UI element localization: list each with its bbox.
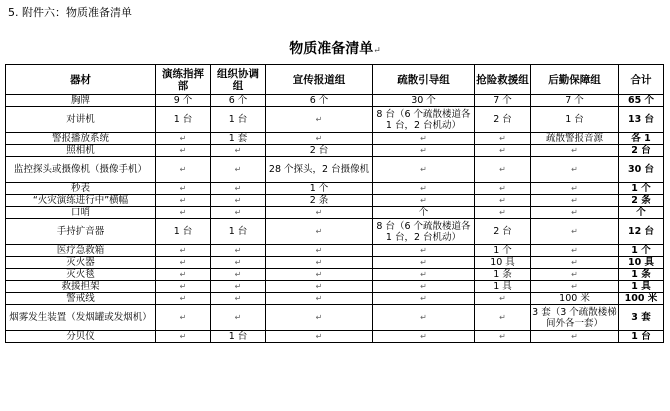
- table-cell: [475, 293, 531, 305]
- table-cell: [475, 133, 531, 145]
- table-cell: 13 台: [619, 107, 664, 133]
- table-cell: [266, 257, 373, 269]
- column-header: 疏散引导组: [373, 65, 475, 95]
- table-cell: [211, 281, 266, 293]
- table-cell: [531, 269, 619, 281]
- table-cell: [156, 281, 211, 293]
- table-cell: 灭火器: [6, 257, 156, 269]
- table-cell: 2 条: [266, 195, 373, 207]
- table-cell: [373, 269, 475, 281]
- table-cell: [266, 269, 373, 281]
- column-header: 后勤保障组: [531, 65, 619, 95]
- table-cell: 1 台: [211, 219, 266, 245]
- table-cell: [156, 257, 211, 269]
- table-row: [6, 257, 664, 269]
- table-cell: [211, 305, 266, 331]
- table-cell: [156, 269, 211, 281]
- table-row: [6, 293, 664, 305]
- table-cell: [475, 331, 531, 343]
- column-header: 宣传报道组: [266, 65, 373, 95]
- table-cell: [373, 133, 475, 145]
- table-cell: 1 条: [619, 269, 664, 281]
- table-cell: 对讲机: [6, 107, 156, 133]
- table-cell: 2 台: [475, 107, 531, 133]
- table-cell: [475, 183, 531, 195]
- table-cell: [211, 157, 266, 183]
- table-cell: [156, 145, 211, 157]
- column-header: 器材: [6, 65, 156, 95]
- table-cell: 警戒线: [6, 293, 156, 305]
- table-cell: [475, 157, 531, 183]
- table-cell: 1 台: [211, 107, 266, 133]
- table-cell: [475, 145, 531, 157]
- table-row: [6, 269, 664, 281]
- table-cell: [211, 257, 266, 269]
- table-cell: 烟雾发生装置（发烟罐或发烟机）: [6, 305, 156, 331]
- table-cell: 个: [373, 207, 475, 219]
- table-cell: [373, 331, 475, 343]
- table-cell: 1 台: [531, 107, 619, 133]
- table-cell: 2 台: [475, 219, 531, 245]
- table-cell: 6 个: [211, 95, 266, 107]
- table-cell: [156, 195, 211, 207]
- table-cell: [531, 183, 619, 195]
- table-cell: [531, 257, 619, 269]
- table-cell: 照相机: [6, 145, 156, 157]
- table-cell: 分贝仪: [6, 331, 156, 343]
- table-row: [6, 183, 664, 195]
- table-cell: [531, 219, 619, 245]
- table-cell: 1 台: [211, 331, 266, 343]
- table-cell: 3 套: [619, 305, 664, 331]
- table-cell: [373, 305, 475, 331]
- table-cell: [211, 269, 266, 281]
- table-cell: 1 个: [619, 183, 664, 195]
- table-cell: 医疗急救箱: [6, 245, 156, 257]
- title-text: 物质准备清单: [289, 41, 374, 57]
- table-cell: [211, 195, 266, 207]
- table-cell: 7 个: [531, 95, 619, 107]
- column-header: 抢险救援组: [475, 65, 531, 95]
- table-cell: 9 个: [156, 95, 211, 107]
- table-cell: [373, 195, 475, 207]
- materials-table: [5, 64, 664, 343]
- table-header-row: [6, 65, 664, 95]
- table-cell: 1 套: [211, 133, 266, 145]
- table-cell: [266, 293, 373, 305]
- table-cell: [373, 245, 475, 257]
- table-cell: [475, 207, 531, 219]
- table-cell: 6 个: [266, 95, 373, 107]
- table-cell: [531, 245, 619, 257]
- table-cell: 手持扩音器: [6, 219, 156, 245]
- table-cell: [266, 281, 373, 293]
- table-cell: [531, 195, 619, 207]
- table-cell: 各 1: [619, 133, 664, 145]
- table-cell: 12 台: [619, 219, 664, 245]
- table-cell: [266, 245, 373, 257]
- table-cell: 8 台（6 个疏散楼道各 1 台，2 台机动）: [373, 219, 475, 245]
- table-cell: [373, 183, 475, 195]
- column-header: 组织协调组: [211, 65, 266, 95]
- table-cell: 胸牌: [6, 95, 156, 107]
- table-cell: [156, 245, 211, 257]
- table-cell: 30 个: [373, 95, 475, 107]
- table-cell: 2 条: [619, 195, 664, 207]
- table-cell: 1 个: [619, 245, 664, 257]
- table-cell: 1 台: [156, 107, 211, 133]
- table-cell: 65 个: [619, 95, 664, 107]
- table-cell: 口哨: [6, 207, 156, 219]
- table-cell: [211, 183, 266, 195]
- table-cell: [266, 107, 373, 133]
- table-cell: [266, 331, 373, 343]
- table-cell: 1 个: [475, 245, 531, 257]
- table-cell: 1 台: [156, 219, 211, 245]
- table-cell: 1 个: [266, 183, 373, 195]
- table-row: [6, 107, 664, 133]
- table-cell: [475, 195, 531, 207]
- table-cell: 100 米: [619, 293, 664, 305]
- table-cell: [531, 157, 619, 183]
- table-row: [6, 207, 664, 219]
- table-cell: [531, 207, 619, 219]
- table-row: [6, 145, 664, 157]
- table-cell: 灭火毯: [6, 269, 156, 281]
- table-cell: 1 条: [475, 269, 531, 281]
- table-cell: [373, 293, 475, 305]
- table-cell: 1 具: [475, 281, 531, 293]
- table-cell: [373, 157, 475, 183]
- table-row: [6, 133, 664, 145]
- paragraph-mark: ↵: [373, 46, 381, 56]
- table-cell: [266, 133, 373, 145]
- table-cell: 8 台（6 个疏散楼道各 1 台，2 台机动）: [373, 107, 475, 133]
- table-cell: 7 个: [475, 95, 531, 107]
- table-cell: [373, 145, 475, 157]
- table-row: [6, 195, 664, 207]
- table-cell: 100 米: [531, 293, 619, 305]
- table-cell: 警报播放系统: [6, 133, 156, 145]
- table-cell: [156, 157, 211, 183]
- table-cell: “火灾演练进行中”横幅: [6, 195, 156, 207]
- table-row: [6, 219, 664, 245]
- table-cell: 10 具: [475, 257, 531, 269]
- table-cell: [475, 305, 531, 331]
- table-cell: 10 具: [619, 257, 664, 269]
- table-cell: 28 个探头，2 台摄像机: [266, 157, 373, 183]
- table-body: [6, 95, 664, 343]
- table-cell: [211, 145, 266, 157]
- table-cell: [373, 281, 475, 293]
- table-cell: 1 具: [619, 281, 664, 293]
- table-cell: [531, 331, 619, 343]
- table-cell: 秒表: [6, 183, 156, 195]
- table-row: [6, 157, 664, 183]
- table-cell: [211, 245, 266, 257]
- table-cell: [531, 281, 619, 293]
- table-cell: 疏散警报音源: [531, 133, 619, 145]
- table-cell: [156, 331, 211, 343]
- table-cell: [211, 293, 266, 305]
- table-row: [6, 331, 664, 343]
- table-cell: 3 套（3 个疏散楼梯间外各一套）: [532, 306, 617, 329]
- table-cell: [373, 257, 475, 269]
- table-cell: 1 台: [619, 331, 664, 343]
- table-cell: 个: [619, 207, 664, 219]
- table-row: [6, 245, 664, 257]
- table-cell: [156, 133, 211, 145]
- table-cell: 2 台: [266, 145, 373, 157]
- table-cell: [156, 293, 211, 305]
- table-row: [6, 95, 664, 107]
- table-cell: [266, 305, 373, 331]
- section-heading: 5. 附件六：物质准备清单: [8, 6, 132, 19]
- column-header: 演练指挥部: [156, 65, 211, 95]
- table-cell: 2 台: [619, 145, 664, 157]
- table-cell: [211, 207, 266, 219]
- table-cell: [156, 183, 211, 195]
- table-cell: [266, 207, 373, 219]
- page-title: [0, 38, 670, 58]
- table-cell: [266, 219, 373, 245]
- table-cell: [531, 145, 619, 157]
- table-row: [6, 281, 664, 293]
- column-header: 合计: [619, 65, 664, 95]
- table-cell: [156, 305, 211, 331]
- table-cell: [156, 207, 211, 219]
- table-row: [6, 305, 664, 331]
- table-cell: 救援担架: [6, 281, 156, 293]
- table-cell: 监控探头或摄像机（摄像手机）: [6, 157, 156, 183]
- table-cell: 30 台: [619, 157, 664, 183]
